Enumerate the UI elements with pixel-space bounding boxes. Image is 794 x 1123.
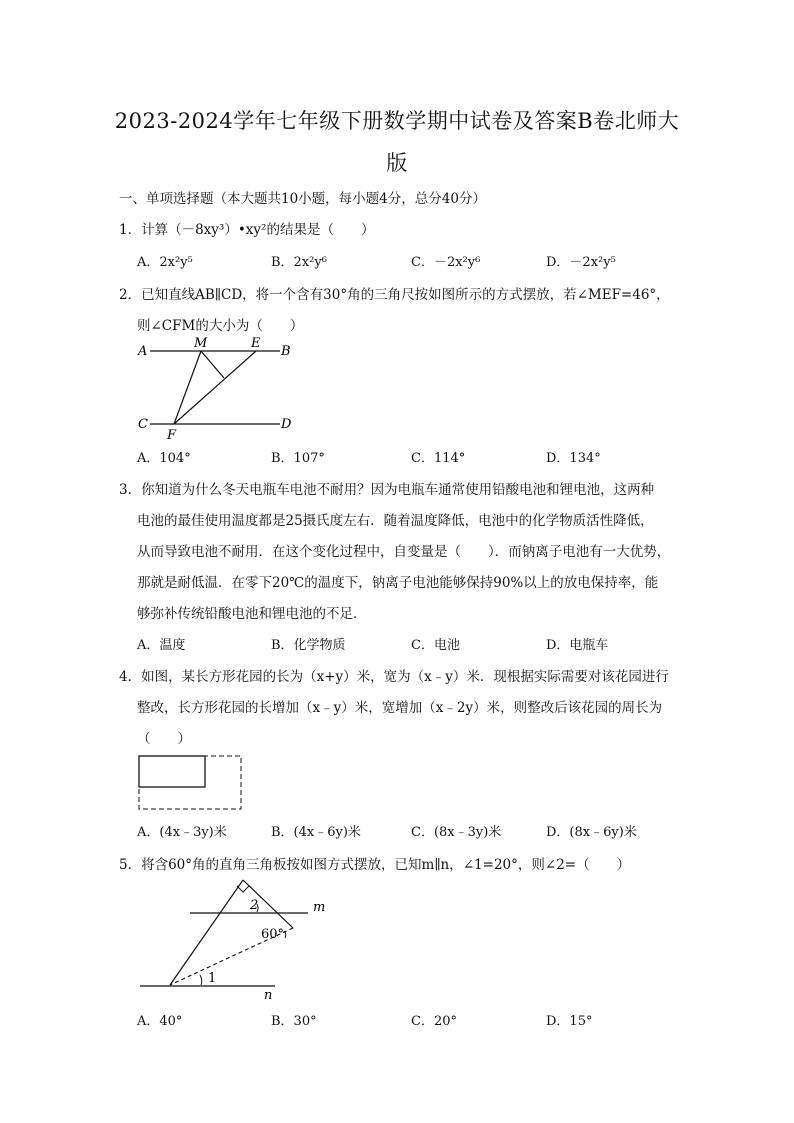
question-4-stem-line2: 整改，长方形花园的长增加（x﹣y）米，宽增加（x﹣2y）米，则整改后该花园的周长为 bbox=[137, 700, 663, 716]
question-1-option-a[interactable]: A．2x²y⁵ bbox=[137, 255, 193, 270]
question-4-figure bbox=[136, 753, 246, 813]
angle-1-arc bbox=[200, 975, 202, 985]
question-3-stem-line1: 3．你知道为什么冬天电瓶车电池不耐用？因为电瓶车通常使用铅酸电池和锂电池，这两种 bbox=[119, 482, 655, 498]
document-title: 2023-2024学年七年级下册数学期中试卷及答案B卷北师大 bbox=[114, 109, 680, 133]
label-e: E bbox=[251, 336, 261, 351]
question-2-option-d[interactable]: D．134° bbox=[546, 451, 601, 466]
label-m: M bbox=[194, 336, 208, 351]
triangle-side-ef bbox=[174, 351, 256, 424]
question-1-option-d[interactable]: D．－2x²y⁵ bbox=[546, 255, 616, 270]
question-2-option-a[interactable]: A．104° bbox=[137, 451, 191, 466]
question-1-option-c[interactable]: C．－2x²y⁶ bbox=[411, 255, 481, 270]
question-5-stem: 5．将含60°角的直角三角板按如图方式摆放，已知m∥n，∠1=20°，则∠2=（ ） bbox=[119, 857, 631, 873]
label-c: C bbox=[138, 417, 148, 432]
question-5-option-a[interactable]: A．40° bbox=[137, 1014, 183, 1029]
question-4-option-a[interactable]: A．(4x﹣3y)米 bbox=[137, 825, 227, 840]
label-m: m bbox=[313, 900, 326, 915]
label-a: A bbox=[138, 344, 148, 359]
triangle-side-mf bbox=[174, 351, 201, 424]
question-4-option-d[interactable]: D．(8x﹣6y)米 bbox=[546, 825, 637, 840]
question-5-option-c[interactable]: C．20° bbox=[411, 1014, 457, 1029]
question-3-stem-line2: 电池的最佳使用温度都是25摄氏度左右．随着温度降低，电池中的化学物质活性降低， bbox=[137, 513, 654, 529]
question-4-option-b[interactable]: B．(4x﹣6y)米 bbox=[271, 825, 361, 840]
question-2-option-c[interactable]: C．114° bbox=[411, 451, 466, 466]
triangle-hypotenuse bbox=[170, 880, 243, 985]
question-3-stem-line3: 从而导致电池不耐用．在这个变化过程中，自变量是（ ）．而钠离子电池有一大优势， bbox=[137, 544, 671, 560]
question-2-option-b[interactable]: B．107° bbox=[271, 451, 325, 466]
question-3-option-c[interactable]: C．电池 bbox=[411, 638, 460, 653]
question-1-stem: 1．计算（－8xy³）•xy²的结果是（ ） bbox=[119, 222, 375, 238]
question-2-stem-line2: 则∠CFM的大小为（ ） bbox=[137, 318, 304, 334]
section-heading: 一、单项选择题（本大题共10小题，每小题4分，总分40分） bbox=[119, 191, 486, 207]
question-2-stem: 2．已知直线AB∥CD，将一个含有30°角的三角尺按如图所示的方式摆放，若∠MEF=46°， bbox=[119, 287, 670, 303]
label-f: F bbox=[167, 428, 177, 443]
question-4-option-c[interactable]: C．(8x﹣3y)米 bbox=[411, 825, 502, 840]
question-5-figure bbox=[130, 872, 340, 1007]
question-1-option-b[interactable]: B．2x²y⁶ bbox=[271, 255, 327, 270]
question-2-figure bbox=[130, 335, 300, 445]
triangle-side-mh bbox=[201, 351, 224, 378]
question-5-option-b[interactable]: B．30° bbox=[271, 1014, 317, 1029]
question-4-stem-line1: 4．如图，某长方形花园的长为（x+y）米，宽为（x﹣y）米．现根据实际需要对该花园进行 bbox=[119, 669, 669, 685]
label-d: D bbox=[281, 417, 292, 432]
label-b: B bbox=[281, 344, 291, 359]
question-3-option-d[interactable]: D．电瓶车 bbox=[546, 638, 609, 653]
label-n: n bbox=[264, 988, 273, 1003]
label-angle-60: 60° bbox=[261, 927, 285, 942]
question-5-option-d[interactable]: D．15° bbox=[546, 1014, 593, 1029]
question-3-stem-line5: 够弥补传统铅酸电池和锂电池的不足． bbox=[137, 606, 367, 622]
original-garden-rect bbox=[139, 756, 205, 787]
label-angle-2: 2 bbox=[250, 898, 259, 913]
question-3-option-a[interactable]: A．温度 bbox=[137, 638, 186, 653]
question-3-stem-line4: 那就是耐低温．在零下20℃的温度下，钠离子电池能够保持90%以上的放电保持率，能 bbox=[137, 575, 659, 591]
label-angle-1: 1 bbox=[208, 971, 217, 986]
document-title-continued: 版 bbox=[386, 151, 408, 175]
question-4-stem-line3: （ ） bbox=[137, 731, 191, 747]
enlarged-garden-dashed bbox=[139, 756, 241, 809]
question-3-option-b[interactable]: B．化学物质 bbox=[271, 638, 346, 653]
